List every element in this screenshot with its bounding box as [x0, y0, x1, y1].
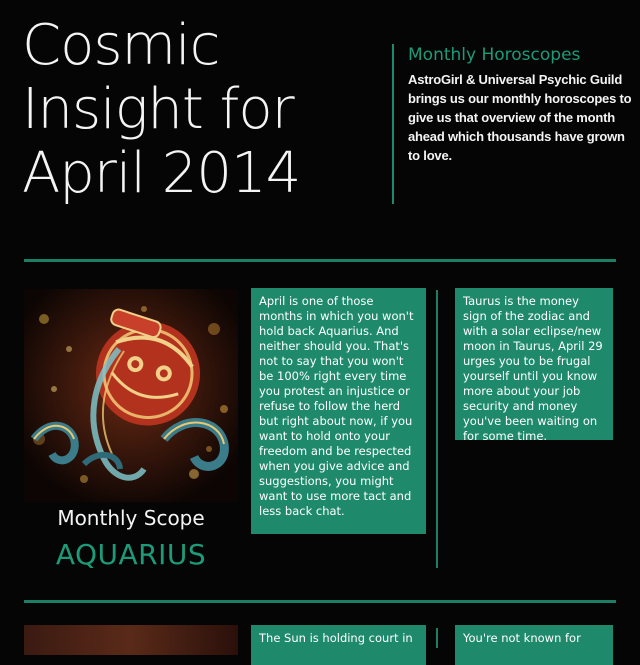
- scope-label: Monthly Scope: [57, 506, 205, 530]
- next-horoscope-text-col2: You're not known for: [455, 625, 613, 665]
- next-column-divider: [436, 628, 438, 648]
- aquarius-illustration: [24, 289, 238, 502]
- zodiac-art-icon: [24, 289, 238, 502]
- title-line-3: April 2014: [22, 141, 301, 206]
- header-divider: [392, 44, 394, 204]
- next-sign-illustration: [24, 625, 238, 655]
- section-divider-top: [24, 259, 616, 262]
- horoscope-text-col1: April is one of those months in which you won't hold back Aquarius. And neither should you. That's not to say that you won't be 100% right every time you protest an injustice or refuse to follow the herd but right about now, if you want to hold onto your freedom and be respected when you give advice and suggestions, you might want to use more tact and less back chat.: [251, 288, 426, 534]
- sign-name: AQUARIUS: [55, 538, 207, 571]
- intro-text: AstroGirl & Universal Psychic Guild brings us our monthly horoscopes to give us that overview of the month ahead which thousands have grown to love.: [408, 72, 632, 163]
- column-divider: [436, 290, 438, 568]
- next-horoscope-text-col1: The Sun is holding court in: [251, 625, 426, 665]
- page-title: [22, 14, 382, 206]
- section-divider-bottom: [24, 600, 616, 603]
- intro-block: [408, 44, 634, 165]
- title-line-1: Cosmic: [22, 13, 220, 78]
- title-line-2: Insight for: [22, 77, 294, 142]
- intro-heading: Monthly Horoscopes: [408, 45, 581, 65]
- horoscope-text-col2: Taurus is the money sign of the zodiac and with a solar eclipse/new moon in Taurus, April 29 urges you to be frugal yourself until you know more about your job security and money you've been waiting on for some time.: [455, 288, 613, 440]
